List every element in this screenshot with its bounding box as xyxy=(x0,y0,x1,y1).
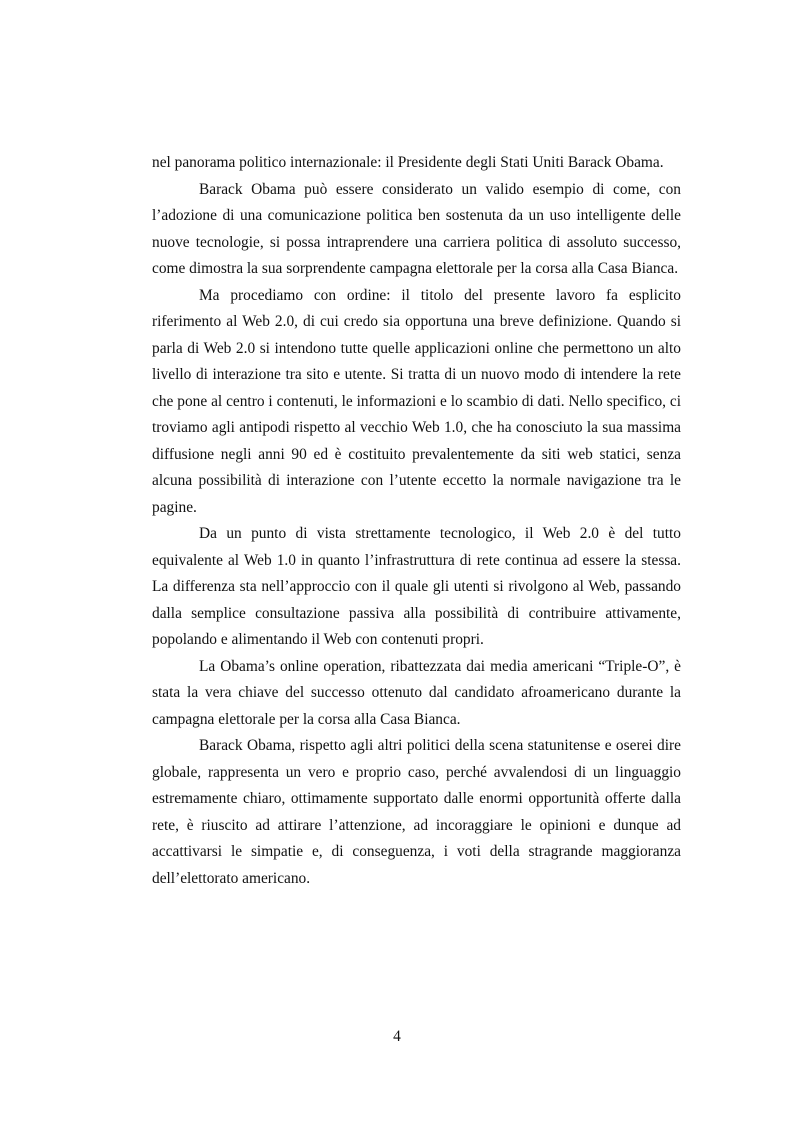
page-number: 4 xyxy=(393,1028,401,1045)
paragraph: Ma procediamo con ordine: il titolo del presente lavoro fa esplicito riferimento al Web 2.0, di cui credo sia opportuna una breve definizione. Quando si parla di Web 2.0 si intendono tutte quelle applicazioni online che permettono un alto livello di interazione tra sito e utente. Si tratta di un nuovo modo di intendere la rete che pone al centro i contenuti, le informazioni e lo scambio di dati. Nello specifico, ci troviamo agli antipodi rispetto al vecchio Web 1.0, che ha conosciuto la sua massima diffusione negli anni 90 ed è costituito prevalentemente da siti web statici, senza alcuna possibilità di interazione con l’utente eccetto la normale navigazione tra le pagine. xyxy=(152,286,681,516)
paragraph: Da un punto di vista strettamente tecnologico, il Web 2.0 è del tutto equivalente al Web 1.0 in quanto l’infrastruttura di rete continua ad essere la stessa. La differenza sta nell’approccio con il quale gli utenti si rivolgono al Web, passando dalla semplice consultazione passiva alla possibilità di contribuire attivamente, popolando e alimentando il Web con contenuti propri. xyxy=(152,525,681,648)
paragraph: La Obama’s online operation, ribattezzata dai media americani “Triple-O”, è stata la vera chiave del successo ottenuto dal candidato afroamericano durante la campagna elettorale per la corsa alla Casa Bianca. xyxy=(152,657,681,728)
paragraph: Barack Obama può essere considerato un valido esempio di come, con l’adozione di una comunicazione politica ben sostenuta da un uso intelligente delle nuove tecnologie, si possa intraprendere una carriera politica di assoluto successo, come dimostra la sua sorprendente campagna elettorale per la corsa alla Casa Bianca. xyxy=(152,180,681,277)
paragraph: Barack Obama, rispetto agli altri politici della scena statunitense e oserei dire globale, rappresenta un vero e proprio caso, perché avvalendosi di un linguaggio estremamente chiaro, ottimamente supportato dalle enormi opportunità offerte dalla rete, è riuscito ad attirare l’attenzione, ad incoraggiare le opinioni e dunque ad accattivarsi le simpatie e, di conseguenza, i voti della stragrande maggioranza dell’elettorato americano. xyxy=(152,737,681,887)
paragraph-continuation: nel panorama politico internazionale: il Presidente degli Stati Uniti Barack Obama. xyxy=(152,154,664,171)
body-text xyxy=(152,150,681,892)
